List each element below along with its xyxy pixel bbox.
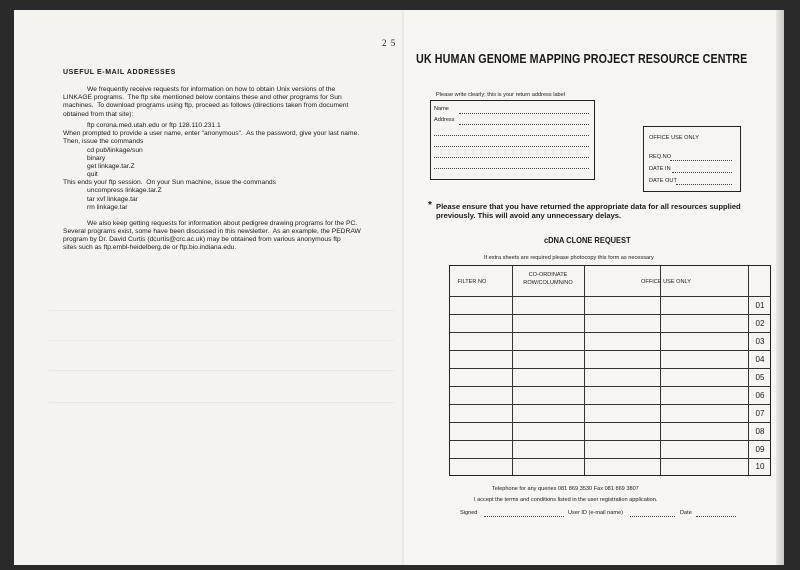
command-line: ftp corona.med.utah.edu or ftp 128.110.231.1	[87, 122, 221, 129]
column-divider	[748, 266, 749, 475]
address-field-line[interactable]	[434, 168, 589, 169]
address-field-line[interactable]	[459, 124, 589, 125]
coordinate-subheader: ROW/COLUMN/NO	[523, 280, 573, 286]
date-in-field[interactable]	[672, 172, 732, 173]
address-label: Address	[434, 117, 455, 123]
right-page	[404, 10, 784, 565]
row-divider	[450, 314, 770, 315]
body-line: Then, issue the commands	[63, 138, 144, 145]
address-field-line[interactable]	[434, 146, 589, 147]
row-number: 09	[755, 445, 765, 454]
row-divider	[450, 458, 770, 459]
body-line: machines. To download programs using ftp, proceed as follows (directions taken from document	[63, 102, 349, 109]
command-line: uncompress linkage.tar.Z	[87, 187, 162, 194]
cdna-request-title: cDNA CLONE REQUEST	[544, 235, 631, 245]
user-id-field[interactable]	[630, 516, 675, 517]
body-line: Several programs exist, some have been discussed in this newsletter. As an example, the PEDRAW	[63, 228, 361, 235]
form-title: UK HUMAN GENOME MAPPING PROJECT RESOURCE CENTRE	[416, 52, 748, 66]
row-divider	[450, 368, 770, 369]
body-line: program by Dr. David Curtis (dcurtis@crc.ac.uk) may be obtained from various anonymous ftp	[63, 236, 341, 243]
row-number: 05	[755, 373, 765, 382]
date-out-field[interactable]	[676, 184, 732, 185]
date-field[interactable]	[696, 516, 736, 517]
date-label: Date	[680, 510, 692, 516]
command-line: binary	[87, 155, 106, 162]
terms-line: I accept the terms and conditions listed in the user registration application.	[474, 497, 658, 503]
body-line: This ends your ftp session. On your Sun machine, issue the commands	[63, 179, 276, 186]
row-divider	[450, 404, 770, 405]
show-through-line	[49, 402, 394, 403]
notice-text	[428, 202, 748, 220]
header-divider	[450, 296, 770, 297]
asterisk-icon: *	[428, 200, 432, 211]
body-line: sites such as ftp.embl-heidelberg.de or ftp.bio.indiana.edu.	[63, 244, 237, 251]
signed-label: Signed	[460, 510, 478, 516]
filter-no-header: FILTER NO	[457, 279, 487, 285]
row-number: 01	[755, 301, 765, 310]
coordinate-header: CO-ORDINATE	[528, 272, 568, 278]
column-divider	[584, 266, 585, 475]
office-use-header: OFFICE USE ONLY	[641, 279, 691, 285]
body-line: We also keep getting requests for information about pedigree drawing programs for the PC.	[87, 220, 358, 227]
address-field-line[interactable]	[434, 135, 589, 136]
date-out-label: DATE OUT	[649, 178, 677, 184]
telephone-line: Telephone for any queries 081 869 3530 Fax 081 869 3807	[492, 486, 639, 492]
notice-body: Please ensure that you have returned the appropriate data for all resources supplied previously. This will avoid any unnecessary delays.	[436, 202, 741, 220]
page-edge	[776, 10, 784, 565]
command-line: cd pub/linkage/sun	[87, 147, 143, 154]
body-line: When prompted to provide a user name, enter "anonymous". As the password, give your last name.	[63, 130, 360, 137]
page-number: 2 5	[382, 38, 397, 48]
signature-field[interactable]	[484, 516, 564, 517]
command-line: get linkage.tar.Z	[87, 163, 135, 170]
address-note: Please write clearly; this is your return address label	[436, 92, 566, 98]
command-line: quit	[87, 171, 98, 178]
row-divider	[450, 422, 770, 423]
row-divider	[450, 386, 770, 387]
row-divider	[450, 332, 770, 333]
section-heading: USEFUL E-MAIL ADDRESSES	[63, 69, 176, 76]
req-no-field[interactable]	[670, 160, 732, 161]
row-number: 04	[755, 355, 765, 364]
body-line: We frequently receive requests for information on how to obtain Unix versions of the	[87, 86, 336, 93]
extra-sheets-note: If extra sheets are required please photocopy this form as necessary	[484, 255, 654, 261]
show-through-line	[49, 370, 394, 371]
row-number: 08	[755, 427, 765, 436]
show-through-line	[49, 310, 394, 311]
user-id-label: User ID (e-mail name)	[568, 510, 624, 516]
row-number: 03	[755, 337, 765, 346]
row-divider	[450, 350, 770, 351]
office-use-heading: OFFICE USE ONLY	[649, 135, 699, 141]
clone-request-table	[449, 265, 771, 476]
body-line: obtained from that site):	[63, 111, 134, 118]
command-line: rm linkage.tar	[87, 204, 128, 211]
row-number: 10	[755, 462, 765, 471]
name-field[interactable]	[459, 113, 589, 114]
row-number: 02	[755, 319, 765, 328]
body-line: LINKAGE programs. The ftp site mentioned below contains these and other programs for Sun	[63, 94, 342, 101]
name-label: Name	[434, 106, 449, 112]
return-address-box	[430, 100, 595, 180]
office-use-box	[643, 126, 741, 192]
column-divider	[512, 266, 513, 475]
date-in-label: DATE IN	[649, 166, 671, 172]
show-through-line	[49, 340, 394, 341]
address-field-line[interactable]	[434, 157, 589, 158]
left-page	[14, 10, 402, 565]
row-number: 07	[755, 409, 765, 418]
row-divider	[450, 440, 770, 441]
req-no-label: REQ.NO	[649, 154, 672, 160]
column-divider	[660, 266, 661, 475]
command-line: tar xvf linkage.tar	[87, 196, 138, 203]
row-number: 06	[755, 391, 765, 400]
